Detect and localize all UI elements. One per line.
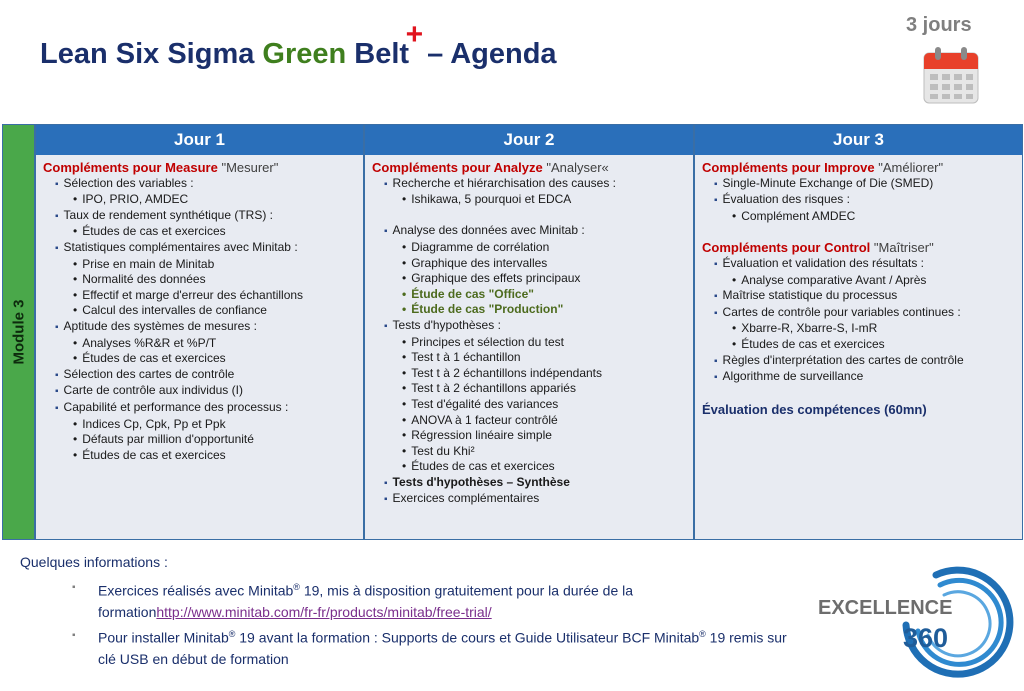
list-subitem: • Test d'égalité des variances: [372, 397, 693, 413]
info-item-1: Exercices réalisés avec Minitab® 19, mis à disposition gratuitement pour la durée de la formationhttp://www.minitab.com/fr-fr/products/minitab/free-trial/: [98, 582, 634, 620]
agenda-table: [2, 124, 1023, 540]
section-title: Compléments pour Improve "Améliorer": [702, 160, 944, 175]
title-plus: +: [405, 18, 424, 51]
list-item: ▪ Maîtrise statistique du processus: [702, 288, 1022, 305]
title-green-word: Green: [262, 38, 347, 70]
list-subitem: • Études de cas et exercices: [43, 351, 363, 367]
bullet-icon: ▪: [72, 630, 76, 641]
logo-number: 360: [903, 623, 949, 653]
list-item: ▪ Taux de rendement synthétique (TRS) :: [43, 208, 363, 225]
day-content: [36, 155, 363, 539]
day-content: [695, 155, 1022, 539]
list-subitem: • Études de cas et exercices: [43, 448, 363, 464]
day-header: Jour 1: [36, 125, 363, 155]
list-subitem: • Calcul des intervalles de confiance: [43, 303, 363, 319]
list-subitem: • Analyse comparative Avant / Après: [702, 273, 1022, 289]
list-subitem: • Test du Khi²: [372, 444, 693, 460]
list-subitem: • Graphique des intervalles: [372, 256, 693, 272]
list-item: ▪ Carte de contrôle aux individus (I): [43, 383, 363, 400]
list-subitem: • Principes et sélection du test: [372, 335, 693, 351]
list-subitem: • Études de cas et exercices: [43, 224, 363, 240]
info-title: Quelques informations :: [20, 554, 168, 570]
list-item: ▪ Recherche et hiérarchisation des causes :: [372, 176, 693, 193]
list-subitem: • Régression linéaire simple: [372, 428, 693, 444]
module-label: Module 3: [10, 299, 27, 365]
list-subitem: • Test t à 2 échantillons appariés: [372, 381, 693, 397]
section-title: Compléments pour Analyze "Analyser«: [372, 160, 609, 175]
case-study-item: • Étude de cas "Office": [372, 287, 693, 303]
list-subitem: • Études de cas et exercices: [702, 337, 1022, 353]
list-subitem: • Indices Cp, Cpk, Pp et Ppk: [43, 417, 363, 433]
info-item-2: Pour installer Minitab® 19 avant la formation : Supports de cours et Guide Utilisateur BCF Minitab® 19 remis sur clé USB en début de formation: [98, 629, 787, 667]
list-subitem: • Études de cas et exercices: [372, 459, 693, 475]
list-item: ▪ Évaluation des risques :: [702, 192, 1022, 209]
list-item: ▪ Évaluation et validation des résultats :: [702, 256, 1022, 273]
day-content: [365, 155, 693, 539]
day-column-2: [365, 125, 695, 539]
list-subitem: • Analyses %R&R et %P/T: [43, 336, 363, 352]
day-header: Jour 3: [695, 125, 1022, 155]
list-subitem: • Complément AMDEC: [702, 209, 1022, 225]
list-item: ▪ Algorithme de surveillance: [702, 369, 1022, 386]
title-part: – Agenda: [427, 38, 557, 70]
day-column-3: [695, 125, 1022, 539]
list-subitem: • IPO, PRIO, AMDEC: [43, 192, 363, 208]
day-column-1: [36, 125, 365, 539]
list-subitem: • Test t à 2 échantillons indépendants: [372, 366, 693, 382]
list-subitem: • Défauts par million d'opportunité: [43, 432, 363, 448]
list-subitem: • Effectif et marge d'erreur des échantillons: [43, 288, 363, 304]
page-title: [40, 18, 557, 71]
list-item: ▪ Statistiques complémentaires avec Minitab :: [43, 240, 363, 257]
list-subitem: • Graphique des effets principaux: [372, 271, 693, 287]
evaluation-label: Évaluation des compétences (60mn): [702, 401, 927, 417]
list-item: ▪ Single-Minute Exchange of Die (SMED): [702, 176, 1022, 193]
list-subitem: • Xbarre-R, Xbarre-S, I-mR: [702, 321, 1022, 337]
list-item: ▪ Analyse des données avec Minitab :: [372, 223, 693, 240]
list-subitem: • Ishikawa, 5 pourquoi et EDCA: [372, 192, 693, 208]
minitab-trial-link[interactable]: http://www.minitab.com/fr-fr/products/minitab/free-trial/: [156, 603, 492, 620]
title-part: Lean Six Sigma: [40, 38, 263, 70]
list-subitem: • Prise en main de Minitab: [43, 257, 363, 273]
bullet-icon: ▪: [72, 582, 76, 593]
list-subitem: • Diagramme de corrélation: [372, 240, 693, 256]
list-item: ▪ Cartes de contrôle pour variables continues :: [702, 305, 1022, 322]
list-item: ▪ Règles d'interprétation des cartes de contrôle: [702, 353, 1022, 370]
section-title: Compléments pour Control "Maîtriser": [702, 240, 934, 256]
duration-label: 3 jours: [906, 14, 972, 36]
day-header: Jour 2: [365, 125, 693, 155]
list-item: ▪ Aptitude des systèmes de mesures :: [43, 319, 363, 336]
list-item: ▪ Tests d'hypothèses – Synthèse: [372, 475, 693, 492]
list-subitem: • ANOVA à 1 facteur contrôlé: [372, 413, 693, 429]
list-item: ▪ Capabilité et performance des processus :: [43, 400, 363, 417]
excellence-360-logo: [806, 565, 1016, 680]
logo-word: EXCELLENCE: [818, 597, 953, 619]
list-item: ▪ Sélection des variables :: [43, 176, 363, 193]
section-title: Compléments pour Measure "Mesurer": [43, 160, 279, 175]
list-subitem: • Test t à 1 échantillon: [372, 350, 693, 366]
calendar-icon: [922, 45, 980, 105]
module-label-cell: [3, 125, 36, 539]
list-item: ▪ Exercices complémentaires: [372, 491, 693, 508]
title-part: Belt: [346, 38, 410, 70]
list-item: ▪ Sélection des cartes de contrôle: [43, 367, 363, 384]
list-item: ▪ Tests d'hypothèses :: [372, 318, 693, 335]
case-study-item: • Étude de cas "Production": [372, 302, 693, 318]
list-subitem: • Normalité des données: [43, 272, 363, 288]
